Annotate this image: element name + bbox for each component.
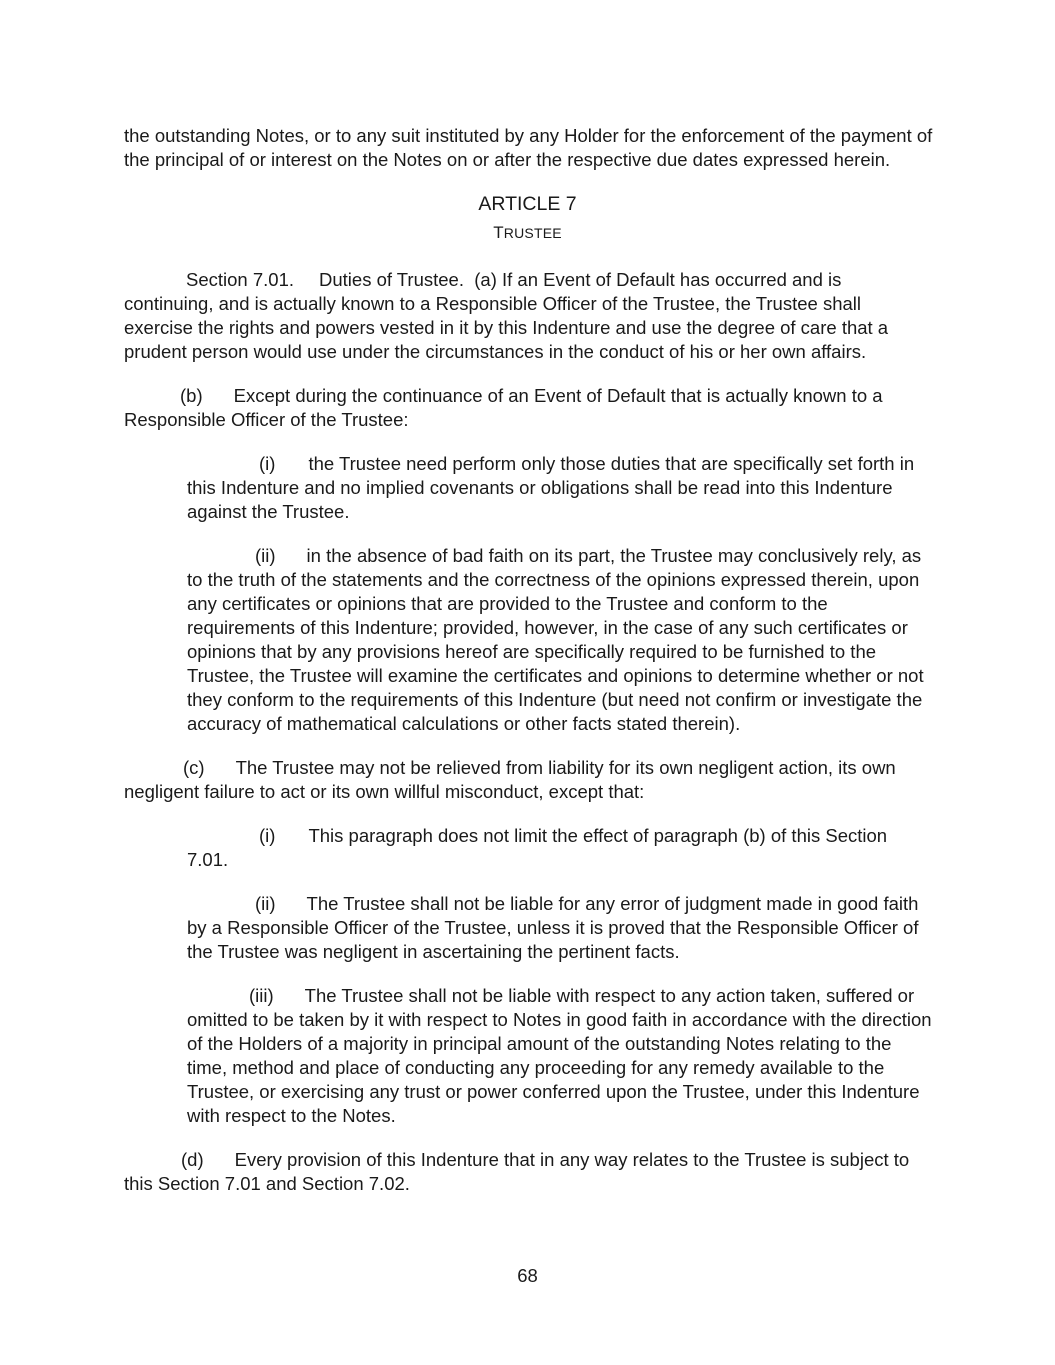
item-text: in the absence of bad faith on its part, the Trustee may conclusively rely, as to the truth of the statements and the correctness of the opinions expressed therein, upon any certificates or opinions that are provided to the Trustee and conform to the requirements of this Indenture; provided, however, in the case of any such certificates or opinions that by any provisions hereof are specifically required to be furnished to the Trustee, the Trustee will examine the certificates and opinions to determine whether or not they conform to the requirements of this Indenture (but need not confirm or investigate the accuracy of mathematical calculations or other facts stated therein). <box>187 545 924 734</box>
paragraph-b-label: (b) <box>180 385 203 406</box>
article-heading: ARTICLE 7 <box>478 193 577 215</box>
paragraph-b <box>124 384 934 432</box>
item-label: (ii) <box>255 545 276 566</box>
paragraph-b-item-i <box>187 452 932 524</box>
paragraph-c-item-i <box>187 824 932 872</box>
item-text: the Trustee need perform only those duties that are specifically set forth in this Indenture and no implied covenants or obligations shall be read into this Indenture against the Trustee. <box>187 453 915 522</box>
paragraph-c-item-iii <box>187 984 932 1128</box>
paragraph-c <box>124 756 934 804</box>
item-label: (iii) <box>249 985 274 1006</box>
paragraph-c-item-ii <box>187 892 932 964</box>
item-text: The Trustee shall not be liable with respect to any action taken, suffered or omitted to be taken by it with respect to Notes in good faith in accordance with the direction of the Holders of a majority in principal amount of the outstanding Notes relating to the time, method and place of conducting any proceeding for any remedy available to the Trustee, or exercising any trust or power conferred upon the Trustee, under this Indenture with respect to the Notes. <box>187 985 932 1126</box>
item-text: This paragraph does not limit the effect of paragraph (b) of this Section 7.01. <box>187 825 888 870</box>
paragraph-a-text: (a) If an Event of Default has occurred and is continuing, and is actually known to a Responsible Officer of the Trustee, the Trustee shall exercise the rights and powers vested in it by this Indenture and use the degree of care that a prudent person would use under the circumstances in the conduct of his or her own affairs. <box>124 269 889 362</box>
paragraph-d-text: Every provision of this Indenture that in any way relates to the Trustee is subject to this Section 7.01 and Section 7.02. <box>124 1149 910 1194</box>
item-text: The Trustee shall not be liable for any error of judgment made in good faith by a Responsible Officer of the Trustee, unless it is proved that the Responsible Officer of the Trustee was negligent in ascertaining the pertinent facts. <box>187 893 919 962</box>
paragraph-b-text: Except during the continuance of an Event of Default that is actually known to a Responsible Officer of the Trustee: <box>124 385 883 430</box>
paragraph-d <box>124 1148 934 1196</box>
page-number: 68 <box>517 1265 538 1286</box>
paragraph-c-label: (c) <box>183 757 205 778</box>
item-label: (i) <box>259 453 276 474</box>
carryover-paragraph: the outstanding Notes, or to any suit instituted by any Holder for the enforcement of the payment of the principal of or interest on the Notes on or after the respective due dates expressed herein. <box>124 125 933 170</box>
item-label: (i) <box>259 825 276 846</box>
section-caption: Duties of Trustee. <box>319 269 464 290</box>
paragraph-b-item-ii <box>187 544 932 736</box>
section-7-01-paragraph-a <box>124 268 934 364</box>
paragraph-d-label: (d) <box>181 1149 204 1170</box>
section-number: Section 7.01. <box>186 269 294 290</box>
article-title: TRUSTEE <box>493 223 562 242</box>
item-label: (ii) <box>255 893 276 914</box>
paragraph-c-text: The Trustee may not be relieved from liability for its own negligent action, its own negligent failure to act or its own willful misconduct, except that: <box>124 757 896 802</box>
